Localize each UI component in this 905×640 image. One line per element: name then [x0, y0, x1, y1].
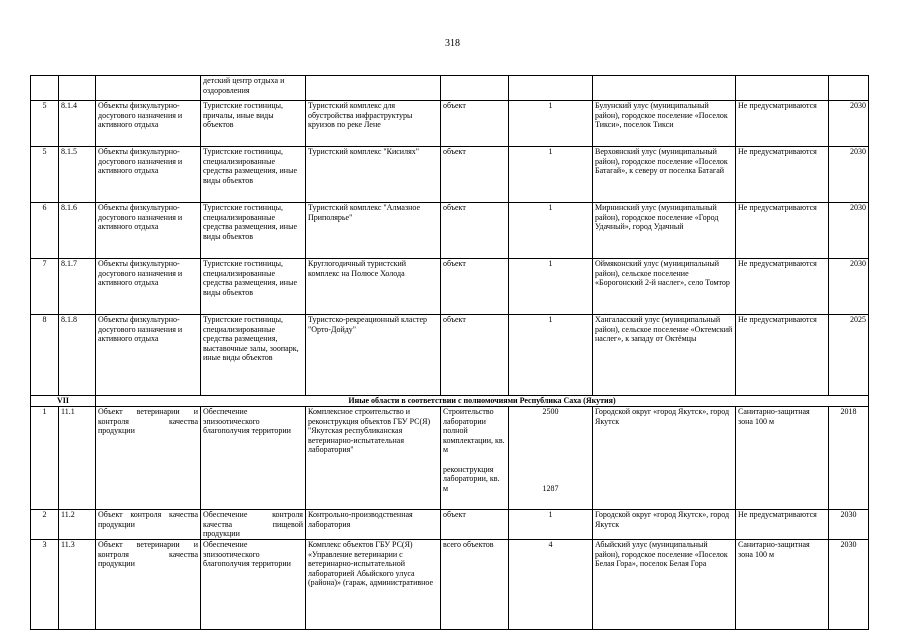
- cell-location: [593, 76, 736, 101]
- cell-unit: объект: [441, 259, 509, 315]
- cell-year: 2030: [829, 259, 869, 315]
- cell-type: Объекты физкультурно-досугового назначения и активного отдыха: [96, 315, 201, 396]
- cell-unit: объект: [441, 203, 509, 259]
- cell-name: Туристский комплекс "Алмазное Приполярье": [306, 203, 441, 259]
- cell-unit: [441, 407, 509, 510]
- cell-qty: 4: [509, 540, 593, 630]
- cell-zone: [736, 76, 829, 101]
- cell-year: 2030: [829, 101, 869, 147]
- cell-unit: объект: [441, 315, 509, 396]
- cell-unit: [441, 76, 509, 101]
- cell-category: Туристские гостиницы, специализированные средства размещения, иные виды объектов: [201, 147, 306, 203]
- cell-qty: [509, 76, 593, 101]
- cell-type: Объект ветеринарии и контроля качества продукции: [96, 407, 201, 510]
- cell-category: Туристские гостиницы, специализированные средства размещения, иные виды объектов: [201, 203, 306, 259]
- cell-location: Городской округ «город Якутск», город Якутск: [593, 407, 736, 510]
- cell-type: Объект ветеринарии и контроля качества продукции: [96, 540, 201, 630]
- table-row: [31, 315, 869, 396]
- cell-code: 8.1.7: [59, 259, 96, 315]
- cell-unit: объект: [441, 101, 509, 147]
- section-title: Иные области в соответствии с полномочиями Республика Саха (Якутия): [96, 396, 869, 407]
- table-row: [31, 510, 869, 540]
- section-row: [31, 396, 869, 407]
- cell-n: 2: [31, 510, 59, 540]
- cell-category: Туристские гостиницы, специализированные средства размещения, иные виды объектов: [201, 259, 306, 315]
- qty-construction: 2500: [542, 407, 559, 416]
- cell-code: 8.1.6: [59, 203, 96, 259]
- section-number: VII: [31, 396, 96, 407]
- cell-n: 6: [31, 203, 59, 259]
- cell-qty: 1: [509, 315, 593, 396]
- table-row: [31, 259, 869, 315]
- cell-unit: объект: [441, 510, 509, 540]
- cell-qty: 1: [509, 147, 593, 203]
- cell-location: Оймяконский улус (муниципальный район), сельское поселение «Борогонский 2-й наслег», село Томтор: [593, 259, 736, 315]
- qty-reconstruction: 1287: [542, 483, 559, 493]
- cell-year: 2030: [829, 147, 869, 203]
- cell-zone: Санитарно-защитная зона 100 м: [736, 540, 829, 630]
- cell-qty: 1: [509, 203, 593, 259]
- cell-name: Комплексное строительство и реконструкция объектов ГБУ РС(Я) "Якутская республиканская ветеринарно-испытательная лаборатория": [306, 407, 441, 510]
- cell-zone: Санитарно-защитная зона 100 м: [736, 407, 829, 510]
- cell-qty: [509, 407, 593, 510]
- cell-name: Туристский комплекс для обустройства инфраструктуры круизов по реке Лене: [306, 101, 441, 147]
- cell-category: детский центр отдыха и оздоровления: [201, 76, 306, 101]
- cell-code: 8.1.4: [59, 101, 96, 147]
- cell-location: Городской округ «город Якутск», город Якутск: [593, 510, 736, 540]
- cell-unit: объект: [441, 147, 509, 203]
- table-row: [31, 101, 869, 147]
- cell-n: 7: [31, 259, 59, 315]
- cell-category: Туристские гостиницы, причалы, иные виды объектов: [201, 101, 306, 147]
- cell-year: 2030: [829, 203, 869, 259]
- cell-year: 2018: [829, 407, 869, 510]
- cell-code: [59, 76, 96, 101]
- cell-zone: Не предусматриваются: [736, 510, 829, 540]
- cell-n: 1: [31, 407, 59, 510]
- cell-unit: всего объектов: [441, 540, 509, 630]
- table-row: [31, 76, 869, 101]
- cell-n: 5: [31, 101, 59, 147]
- cell-category: Обеспечение эпизоотического благополучия территории: [201, 540, 306, 630]
- table-row: [31, 540, 869, 630]
- cell-name: Комплекс объектов ГБУ РС(Я) «Управление ветеринарии с ветеринарно-испытательной лабораторией Абыйского улуса (района)» (гараж, административное: [306, 540, 441, 630]
- cell-name: Туристский комплекс "Кисилях": [306, 147, 441, 203]
- page-number: 318: [445, 38, 460, 49]
- cell-zone: Не предусматриваются: [736, 101, 829, 147]
- cell-code: 8.1.5: [59, 147, 96, 203]
- cell-type: [96, 76, 201, 101]
- cell-zone: Не предусматриваются: [736, 315, 829, 396]
- cell-name: Контрольно-производственная лаборатория: [306, 510, 441, 540]
- table-row: [31, 407, 869, 510]
- planning-table: [30, 75, 869, 630]
- cell-code: 11.1: [59, 407, 96, 510]
- cell-category: Обеспечение эпизоотического благополучия территории: [201, 407, 306, 510]
- cell-location: Булунский улус (муниципальный район), городское поселение «Поселок Тикси», поселок Тикси: [593, 101, 736, 147]
- cell-zone: Не предусматриваются: [736, 259, 829, 315]
- cell-n: [31, 76, 59, 101]
- cell-type: Объекты физкультурно-досугового назначения и активного отдыха: [96, 101, 201, 147]
- cell-n: 5: [31, 147, 59, 203]
- cell-year: 2025: [829, 315, 869, 396]
- cell-type: Объект контроля качества продукции: [96, 510, 201, 540]
- cell-zone: Не предусматриваются: [736, 203, 829, 259]
- cell-year: [829, 76, 869, 101]
- cell-qty: 1: [509, 510, 593, 540]
- cell-location: Абыйский улус (муниципальный район), городское поселение «Поселок Белая Гора», поселок Белая Гора: [593, 540, 736, 630]
- table-row: [31, 203, 869, 259]
- unit-reconstruction: реконструкция лаборатории, кв. м: [443, 464, 500, 493]
- cell-n: 8: [31, 315, 59, 396]
- cell-code: 11.3: [59, 540, 96, 630]
- cell-code: 11.2: [59, 510, 96, 540]
- cell-category: Обеспечение контроля качества пищевой продукции: [201, 510, 306, 540]
- cell-type: Объекты физкультурно-досугового назначения и активного отдыха: [96, 259, 201, 315]
- cell-type: Объекты физкультурно-досугового назначения и активного отдыха: [96, 203, 201, 259]
- cell-qty: 1: [509, 101, 593, 147]
- cell-name: [306, 76, 441, 101]
- cell-type: Объекты физкультурно-досугового назначения и активного отдыха: [96, 147, 201, 203]
- cell-year: 2030: [829, 510, 869, 540]
- cell-zone: Не предусматриваются: [736, 147, 829, 203]
- cell-code: 8.1.8: [59, 315, 96, 396]
- cell-category: Туристские гостиницы, специализированные средства размещения, выставочные залы, зоопарк, иные виды объектов: [201, 315, 306, 396]
- cell-name: Туристско-рекреационный кластер "Орто-Дойду": [306, 315, 441, 396]
- table-row: [31, 147, 869, 203]
- cell-n: 3: [31, 540, 59, 630]
- unit-construction: Строительство лаборатории полной комплектации, кв. м: [443, 407, 505, 455]
- cell-location: Верхоянский улус (муниципальный район), городское поселение «Поселок Батагай», к северу от поселка Батагай: [593, 147, 736, 203]
- cell-qty: 1: [509, 259, 593, 315]
- cell-location: Хангаласский улус (муниципальный район), сельское поселение «Октемский наслег», к западу от Октёмцы: [593, 315, 736, 396]
- cell-year: 2030: [829, 540, 869, 630]
- cell-location: Мирнинский улус (муниципальный район), городское поселение «Город Удачный», город Удачный: [593, 203, 736, 259]
- cell-name: Круглогодичный туристский комплекс на Полюсе Холода: [306, 259, 441, 315]
